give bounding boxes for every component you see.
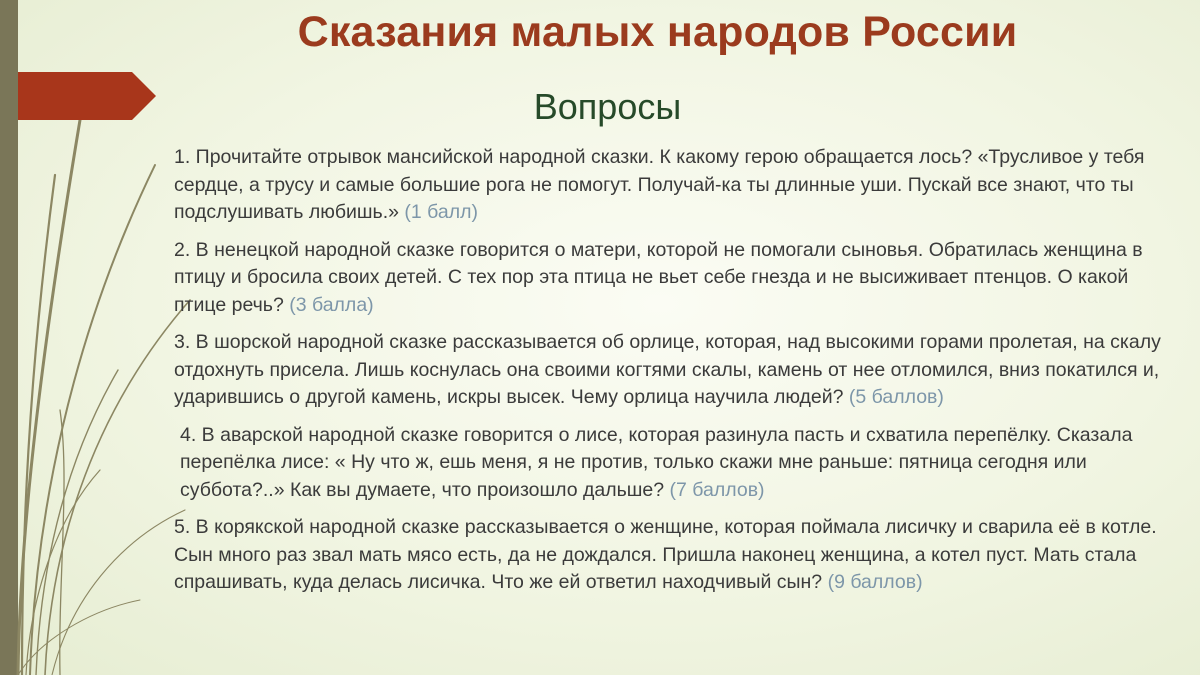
question-2 bbox=[174, 237, 1174, 320]
question-1-points: (1 балл) bbox=[404, 201, 478, 223]
question-2-points: (3 балла) bbox=[289, 293, 374, 316]
slide-subtitle: Вопросы bbox=[533, 86, 682, 127]
question-5-points: (9 баллов) bbox=[827, 571, 923, 593]
question-1 bbox=[174, 144, 1174, 227]
question-3-text: 3. В шорской народной сказке рассказывается об орлице, которая, над высокими горами пролетая, на скалу отдохнуть присела. Лишь коснулась она своими когтями скалы, камень от нее отломился, вниз покатился и, ударившись о другой камень, искры высек. Чему орлица научила людей? bbox=[174, 331, 1161, 408]
question-5 bbox=[174, 514, 1174, 597]
slide-title: Сказания малых народов России bbox=[297, 8, 1018, 56]
question-5-text: 5. В корякской народной сказке рассказывается о женщине, которая поймала лисичку и сварила её в котле. Сын много раз звал мать мясо есть, да не дождался. Пришла наконец женщина, а котел пуст. Мать стала спрашивать, куда делась лисичка. Что же ей ответил находчивый сын? bbox=[174, 516, 1157, 593]
question-4-text: 4. В аварской народной сказке говорится о лисе, которая разинула пасть и схватила перепёлку. Сказала перепёлка лисе: « Ну что ж, ешь меня, я не против, только скажи мне раньше: пятница сегодня или суббота?..» Как вы думаете, что произошло дальше? bbox=[180, 423, 1133, 501]
questions-list bbox=[174, 144, 1174, 607]
question-3-points: (5 баллов) bbox=[848, 386, 944, 408]
question-4 bbox=[174, 422, 1174, 505]
question-1-text: 1. Прочитайте отрывок мансийской народной сказки. К какому герою обращается лось? «Трусливое у тебя сердце, а трусу и самые большие рога не помогут. Получай-ка ты длинные уши. Пускай все знают, что ты подслушивать любишь.» bbox=[174, 146, 1145, 223]
question-2-text: 2. В ненецкой народной сказке говорится о матери, которой не помогали сыновья. Обратилась женщина в птицу и бросила своих детей. С тех пор эта птица не вьет себе гнезда и не высиживает птенцов. О какой птице речь? bbox=[174, 238, 1143, 316]
question-3 bbox=[174, 329, 1174, 412]
accent-arrow-shape bbox=[18, 72, 156, 120]
grass-decoration bbox=[0, 0, 200, 675]
question-4-points: (7 баллов) bbox=[669, 478, 765, 501]
